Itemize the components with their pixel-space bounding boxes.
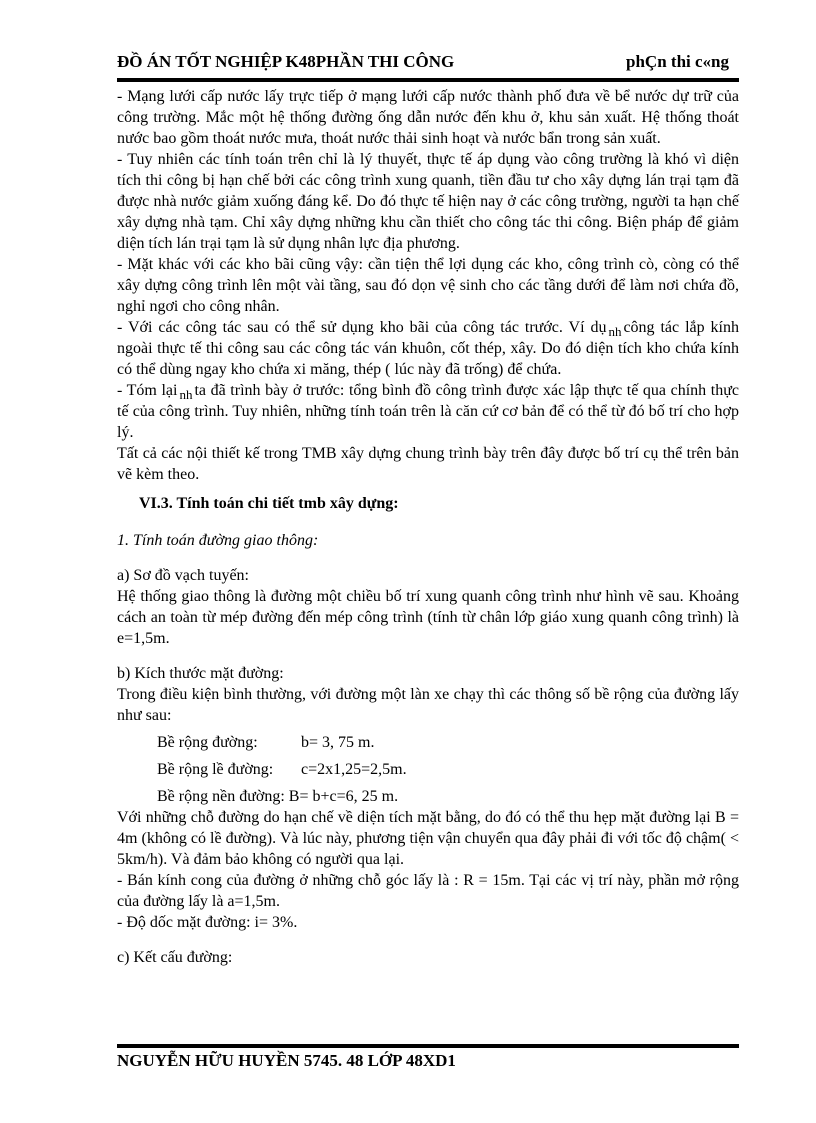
dimension-label: Bề rộng nền đường: [157,788,285,805]
subsection-heading: 1. Tính toán đường giao thông: [117,532,319,549]
dimension-base-width [117,786,739,807]
part-b-intro: Trong điều kiện bình thường, với đường một làn xe chạy thì các thông số bề rộng của đường lấy như sau: [117,686,739,724]
header-title: ĐỒ ÁN TỐT NGHIỆP K48PHẦN THI CÔNG [117,52,455,71]
part-b-heading: b) Kích thước mặt đường: [117,665,284,682]
paragraph-water-supply: - Mạng lưới cấp nước lấy trực tiếp ở mạng lưới cấp nước thành phố đưa về bể nước dự trữ của công trường. Mắc một hệ thống đường ống dẫn nước đến khu ở, khu sản xuất. Hệ thống thoát nước bao gồm thoát nước mưa, thoát nước thải sinh hoạt và nước bẩn trong sản xuất. [117,88,739,147]
dimension-label: Bề rộng lề đường: [157,761,274,778]
text-span: ta đã trình bày ở trước: tổng bình đồ công trình được xác lập thực tế qua chính thực tế của công trình. Tuy nhiên, những tính toán trên là căn cứ cơ bản để có thể từ đó bố trí cho hợp lý. [117,382,739,441]
part-a-heading: a) Sơ đồ vạch tuyến: [117,567,249,584]
paragraph-reuse-storage [117,317,739,380]
text-span: - Với các công tác sau có thể sử dụng kho bãi của công tác trước. Ví dụ [117,319,607,336]
dimension-road-width [117,732,739,753]
text-span: công tác lắp kính ngoài thực tế thi công sau các công tác ván khuôn, cốt thép, xây. Do đó diện tích kho chứa kính có thể dùng ngay kho chứa xi măng, thép ( lúc này đã trống) để chứa. [117,319,739,378]
page-header [117,52,739,76]
section-heading: VI.3. Tính toán chi tiết tmb xây dựng: [139,495,399,512]
part-b-text1: Với những chỗ đường do hạn chế về diện tích mặt bằng, do đó có thể thu hẹp mặt đường lại B = 4m (không có lề đường). Và lúc này, phương tiện vận chuyển qua đây phải đi với tốc độ chậm( < 5km/h). Và đảm bảo không có người qua lại. [117,809,739,868]
text-span: - Tóm lại [117,382,178,399]
subscript-nh: nh [179,387,193,402]
dimension-value: c=2x1,25=2,5m. [301,761,407,778]
dimension-value: b= 3, 75 m. [301,734,375,751]
part-b-text3: - Độ dốc mặt đường: i= 3%. [117,914,298,931]
part-a-text: Hệ thống giao thông là đường một chiều bố trí xung quanh công trình như hình vẽ sau. Khoảng cách an toàn từ mép đường đến mép công trình (tính từ chân lớp giáo xung quanh công trình) là e=1,5m. [117,588,739,647]
paragraph-summary [117,380,739,443]
paragraph-theory-limits: - Tuy nhiên các tính toán trên chỉ là lý thuyết, thực tế áp dụng vào công trường là khó vì diện tích thi công bị hạn chế bởi các công trình xung quanh, tiền đầu tư cho xây dựng lán trại tạm đã được nhà nước giảm xuống đáng kể. Do đó thực tế hiện nay ở các công trường, người ta hạn chế xây dựng nhà tạm. Chỉ xây dựng những khu cần thiết cho công tác thi công. Biện pháp để giảm diện tích lán trại tạm là sử dụng nhân lực địa phương. [117,151,739,252]
footer-rule [117,1044,739,1048]
dimension-shoulder-width [117,759,739,780]
page-footer: NGUYỄN HỮU HUYỀN 5745. 48 LỚP 48XD1 [117,1051,456,1070]
dimension-label: Bề rộng đường: [157,734,258,751]
header-rule [117,78,739,82]
part-c-heading: c) Kết cấu đường: [117,949,233,966]
paragraph-warehouses: - Mặt khác với các kho bãi cũng vậy: cần tiện thể lợi dụng các kho, công trình cò, còng có thể xây dựng công trình lên một vài tầng, sau đó dọn vệ sinh cho các tầng dưới để làm nơi chứa đồ, nghỉ ngơi cho công nhân. [117,256,739,315]
document-body [117,86,739,968]
subscript-nh: nh [608,324,622,339]
paragraph-drawing-note: Tất cả các nội thiết kế trong TMB xây dựng chung trình bày trên đây được bố trí cụ thể trên bản vẽ kèm theo. [117,445,739,483]
part-b-text2: - Bán kính cong của đường ở những chỗ góc lấy là : R = 15m. Tại các vị trí này, phần mở rộng của đường lấy là a=1,5m. [117,872,739,910]
dimension-value: B= b+c=6, 25 m. [288,788,399,805]
header-section: phÇn thi c«ng [626,52,729,71]
